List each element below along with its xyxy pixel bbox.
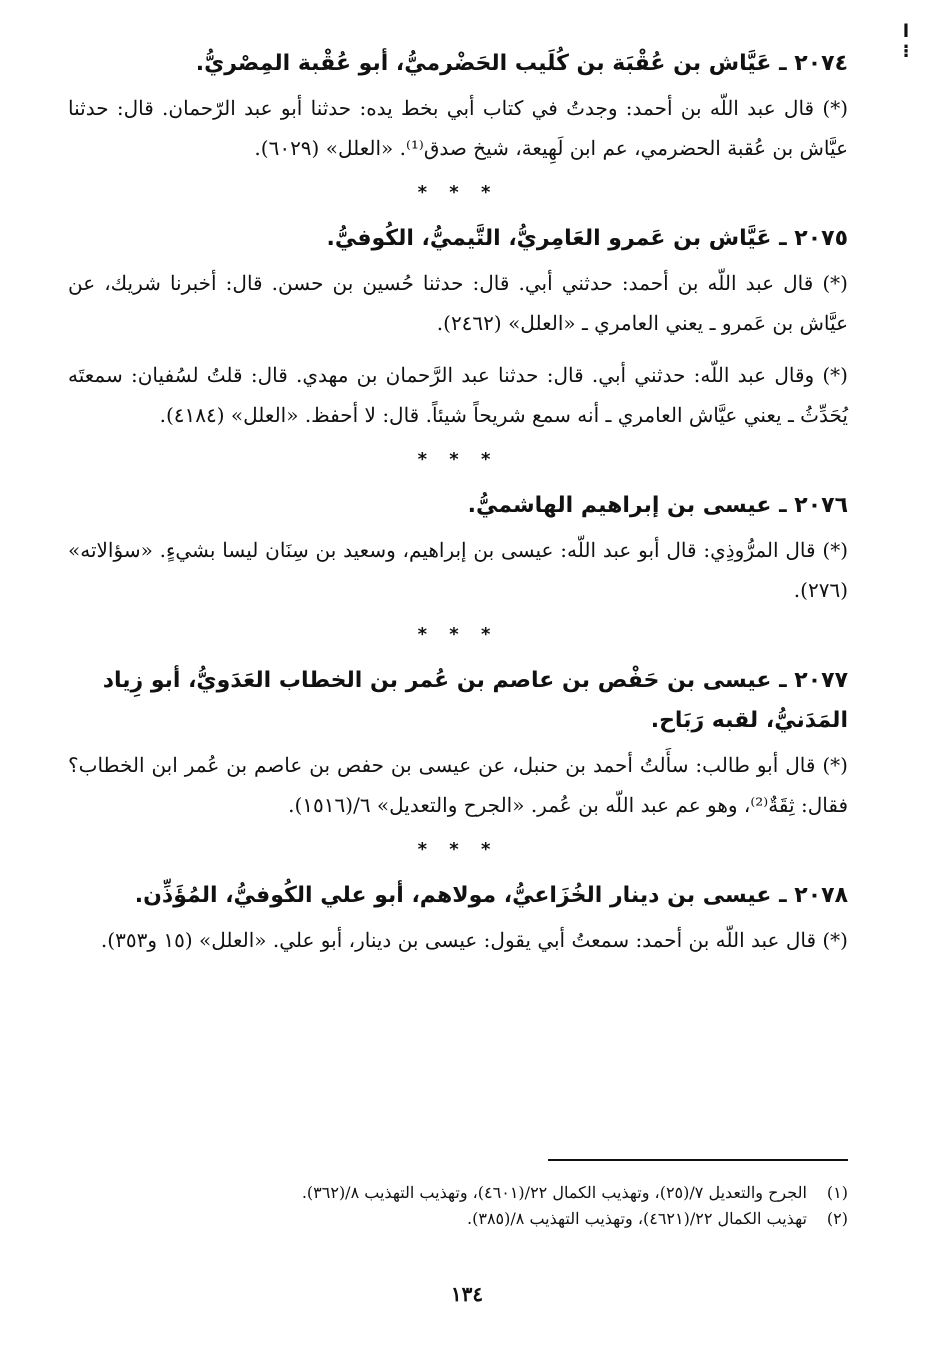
section-separator: * * * [417, 182, 499, 203]
entry-heading: ٢٠٧٨ ـ عيسى بن دينار الخُزَاعيُّ، مولاهم، أبو علي الكُوفيُّ، المُؤَذِّن. [134, 883, 848, 908]
entry-paragraph: (*) قال عبد اللّه بن أحمد: سمعتُ أبي يقول: عيسى بن دينار، أبو علي. «العلل» (١٥ و٣٥٣). [100, 928, 848, 952]
biography-entry [68, 661, 848, 825]
entry-heading: ٢٠٧٧ ـ عيسى بن حَفْص بن عاصم بن عُمر بن الخطاب العَدَويُّ، أبو زِياد المَدَنيُّ، لقبه رَبَاح. [102, 668, 848, 733]
entry-heading: ٢٠٧٤ ـ عَيَّاش بن عُقْبَة بن كُلَيب الحَضْرميُّ، أبو عُقْبة المِصْريُّ. [195, 51, 848, 76]
footnote [68, 1180, 848, 1206]
section-separator: * * * [417, 624, 499, 645]
page-edge-mark [900, 22, 912, 62]
entry-paragraph: (*) قال عبد اللّه بن أحمد: وجدتُ في كتاب أبي بخط يده: حدثنا أبو عبد الرّحمان. قال: حدثنا عيَّاش بن عُقبة الحضرمي، عم ابن لَهِيعة، شيخ صدق⁽¹⁾. «العلل» (٦٠٢٩). [68, 96, 848, 160]
section-separator: * * * [417, 839, 499, 860]
page-body [68, 44, 848, 972]
edge-mark-text: ا ⁝ [902, 21, 910, 62]
page-number: ١٣٤ [450, 1282, 484, 1306]
entry-paragraph: (*) قال عبد اللّه بن أحمد: حدثني أبي. قال: حدثنا حُسين بن حسن. قال: أخبرنا شريك، عن عيَّاش بن عَمرو ـ يعني العامري ـ «العلل» (٢٤٦٢). [68, 271, 848, 335]
footnote-number: (٢) [826, 1209, 848, 1228]
biography-entry [68, 486, 848, 610]
footnote-number: (١) [826, 1183, 848, 1202]
footnote-text: تهذيب الكمال ٢٢/(٤٦٢١)، وتهذيب التهذيب ٨/(٣٨٥). [467, 1209, 807, 1228]
section-separator: * * * [417, 449, 499, 470]
entry-heading: ٢٠٧٦ ـ عيسى بن إبراهيم الهاشميُّ. [467, 493, 848, 518]
entry-paragraph: (*) وقال عبد اللّه: حدثني أبي. قال: حدثنا عبد الرَّحمان بن مهدي. قال: قلتُ لسُفيان: سمعتَه يُحَدِّثُ ـ يعني عيَّاش العامري ـ أنه سمع شريحاً شيئاً. قال: لا أحفظ. «العلل» (٤١٨٤). [68, 363, 848, 427]
footnote-divider [548, 1159, 848, 1161]
footnote [68, 1206, 848, 1232]
footnotes [68, 1180, 848, 1232]
entry-paragraph: (*) قال أبو طالب: سأَلتُ أحمد بن حنبل، عن عيسى بن حفص بن عاصم بن عُمر ابن الخطاب؟ فقال: ثِقَةٌ⁽²⁾، وهو عم عبد اللّه بن عُمر. «الجرح والتعديل» ٦/(١٥١٦). [68, 753, 848, 817]
biography-entry [68, 44, 848, 168]
biography-entry [68, 219, 848, 435]
footnote-text: الجرح والتعديل ٧/(٢٥)، وتهذيب الكمال ٢٢/(٤٦٠١)، وتهذيب التهذيب ٨/(٣٦٢). [301, 1183, 807, 1202]
biography-entry [68, 876, 848, 960]
entry-heading: ٢٠٧٥ ـ عَيَّاش بن عَمرو العَامِريُّ، التَّيميُّ، الكُوفيُّ. [326, 226, 848, 251]
entry-paragraph: (*) قال المرُّوذِي: قال أبو عبد اللّه: عيسى بن إبراهيم، وسعيد بن سِنَان ليسا بشيءٍ. «سؤالاته» (٢٧٦). [68, 538, 848, 602]
